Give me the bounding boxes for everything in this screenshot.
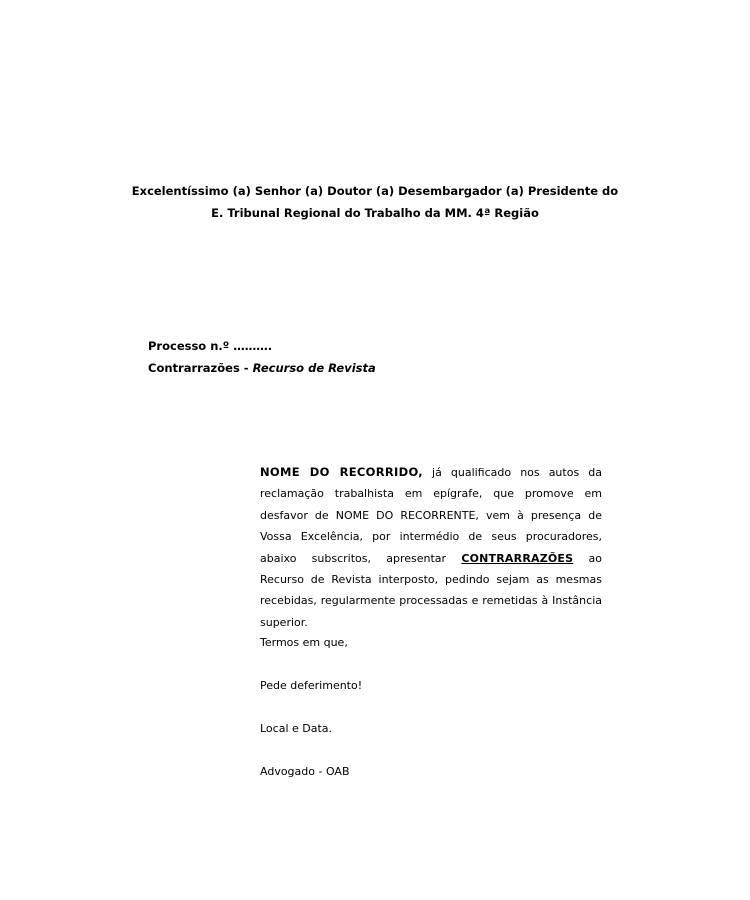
addressee-line-1: Excelentíssimo (a) Senhor (a) Doutor (a) Desembargador (a) Presidente do [131, 184, 619, 198]
closing-place-date: Local e Data. [260, 722, 333, 735]
petition-body [260, 462, 602, 633]
addressee-line-2: E. Tribunal Regional do Trabalho da MM. 4ª Região [211, 206, 539, 220]
party-name: NOME DO RECORRIDO, [260, 465, 423, 479]
highlight-term: CONTRARRAZÕES [461, 551, 574, 565]
process-info [148, 335, 548, 379]
body-text-part-2: ao Recurso de Revista interposto, pedindo sejam as mesmas recebidas, regularmente processadas e remetidas à Instância superior. [260, 551, 602, 629]
closing-signature: Advogado - OAB [260, 765, 350, 778]
closing-terms: Termos em que, [260, 636, 348, 649]
addressee-header [100, 180, 650, 224]
petition-paragraph [260, 462, 602, 633]
process-subject-type: Recurso de Revista [252, 361, 376, 375]
process-subject-label: Contrarrazões - [148, 361, 253, 375]
body-text-part-1: já qualificado nos autos da reclamação trabalhista em epígrafe, que promove em desfavor de NOME DO RECORRENTE, vem à presença de Vossa Excelência, por intermédio de seus procuradores, abaixo subscritos, apresentar [260, 466, 602, 565]
process-subject [148, 357, 548, 379]
process-number: Processo n.º ………. [148, 339, 273, 353]
closing-request: Pede deferimento! [260, 679, 363, 692]
